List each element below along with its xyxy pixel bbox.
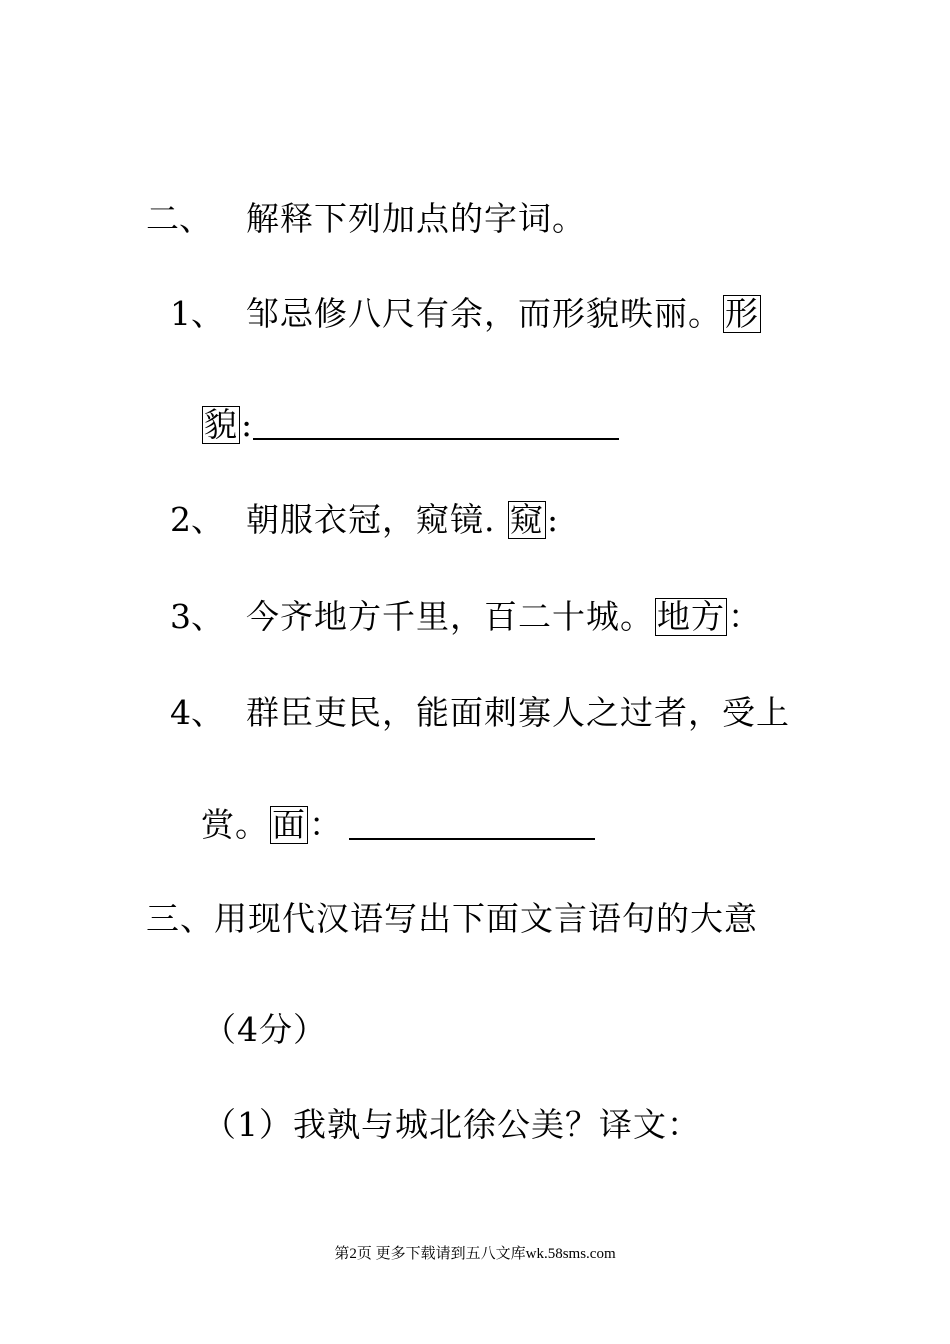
- section-title: 三、用现代汉语写出下面文言语句的大意: [146, 899, 758, 938]
- item-sentence: 朝服衣冠，窥镜.: [246, 500, 496, 539]
- item-answer-line: [201, 805, 595, 845]
- boxed-word: 貌: [204, 405, 238, 444]
- item-sentence: 邹忌修八尺有余，而形貌昳丽。: [246, 294, 722, 333]
- question-text: （1）我孰与城北徐公美？译文：: [203, 1105, 701, 1144]
- item-text: [246, 500, 559, 540]
- item-number: 3、: [170, 597, 224, 636]
- colon: ：: [309, 805, 343, 844]
- boxed-word: 形: [725, 294, 759, 333]
- colon: ：: [728, 597, 762, 636]
- item-text: 群臣吏民，能面刺寡人之过者，受上: [246, 693, 790, 732]
- item-number: 4、: [170, 693, 224, 732]
- boxed-word: 地方: [657, 597, 725, 636]
- item-number: 2、: [170, 500, 224, 539]
- item-text: [246, 294, 762, 334]
- item-number: 1、: [170, 294, 224, 333]
- section-points: （4分）: [203, 1010, 327, 1049]
- answer-blank[interactable]: [349, 808, 595, 840]
- section-title: 解释下列加点的字词。: [246, 199, 586, 238]
- answer-blank[interactable]: [253, 408, 619, 440]
- colon: :: [241, 405, 254, 444]
- item-text: [246, 597, 762, 637]
- item-answer-line: [201, 405, 619, 445]
- item-sentence-continued: 赏。: [201, 805, 269, 844]
- boxed-word: 窥: [510, 500, 544, 539]
- section-number: 二、: [146, 199, 212, 238]
- boxed-word: 面: [272, 805, 306, 844]
- page-footer: 第2页 更多下载请到五八文库wk.58sms.com: [334, 1246, 616, 1262]
- item-sentence: 今齐地方千里，百二十城。: [246, 597, 654, 636]
- colon: :: [547, 500, 560, 539]
